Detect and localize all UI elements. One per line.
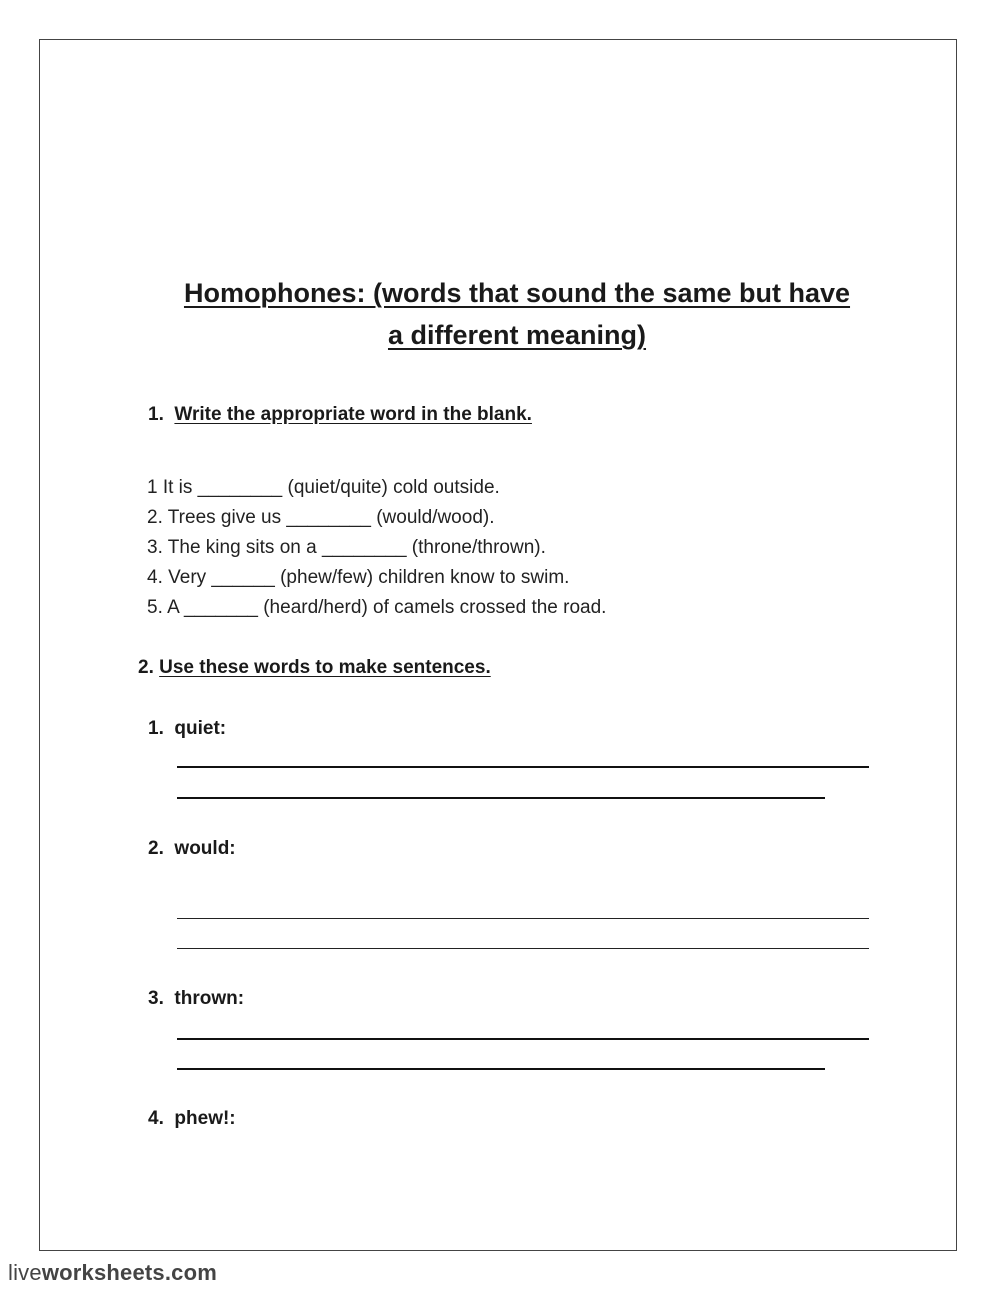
fill-blank-item-1: 1 It is ________ (quiet/quite) cold outside. bbox=[147, 477, 500, 498]
section-2-heading bbox=[138, 657, 491, 679]
sentence-word-3-label: thrown: bbox=[174, 988, 245, 1009]
liveworksheets-watermark bbox=[8, 1260, 217, 1286]
section-1-number: 1. bbox=[148, 404, 164, 425]
answer-line-1b[interactable] bbox=[177, 797, 825, 799]
answer-line-3a[interactable] bbox=[177, 1038, 869, 1040]
sentence-word-4-number: 4. bbox=[148, 1108, 164, 1129]
answer-line-2a[interactable] bbox=[177, 918, 869, 919]
sentence-word-2-label: would: bbox=[174, 838, 236, 859]
section-1-title: Write the appropriate word in the blank. bbox=[174, 404, 532, 425]
answer-line-2b[interactable] bbox=[177, 948, 869, 949]
section-2-number: 2. bbox=[138, 657, 154, 678]
section-1-heading bbox=[148, 404, 532, 426]
fill-blank-item-4: 4. Very ______ (phew/few) children know to swim. bbox=[147, 567, 570, 588]
section-2-title: Use these words to make sentences. bbox=[159, 657, 491, 678]
sentence-word-2-number: 2. bbox=[148, 838, 164, 859]
sentence-word-3-number: 3. bbox=[148, 988, 164, 1009]
sentence-word-3 bbox=[148, 988, 244, 1010]
worksheet-title-line-1: Homophones: (words that sound the same but have bbox=[183, 278, 851, 308]
sentence-word-2 bbox=[148, 838, 236, 860]
sentence-word-4-label: phew!: bbox=[174, 1108, 236, 1129]
answer-line-3b[interactable] bbox=[177, 1068, 825, 1070]
answer-line-1a[interactable] bbox=[177, 766, 869, 768]
fill-blank-item-2: 2. Trees give us ________ (would/wood). bbox=[147, 507, 495, 528]
fill-blank-item-3: 3. The king sits on a ________ (throne/thrown). bbox=[147, 537, 546, 558]
fill-blank-item-5: 5. A _______ (heard/herd) of camels crossed the road. bbox=[147, 597, 607, 618]
sentence-word-1-label: quiet: bbox=[174, 718, 227, 739]
sentence-word-1-number: 1. bbox=[148, 718, 164, 739]
sentence-word-4 bbox=[148, 1108, 236, 1130]
watermark-prefix: live bbox=[8, 1260, 42, 1285]
watermark-brand: worksheets bbox=[41, 1260, 165, 1285]
worksheet-title-line-2: a different meaning) bbox=[387, 320, 647, 350]
watermark-suffix: .com bbox=[164, 1260, 218, 1285]
sentence-word-1 bbox=[148, 718, 226, 740]
